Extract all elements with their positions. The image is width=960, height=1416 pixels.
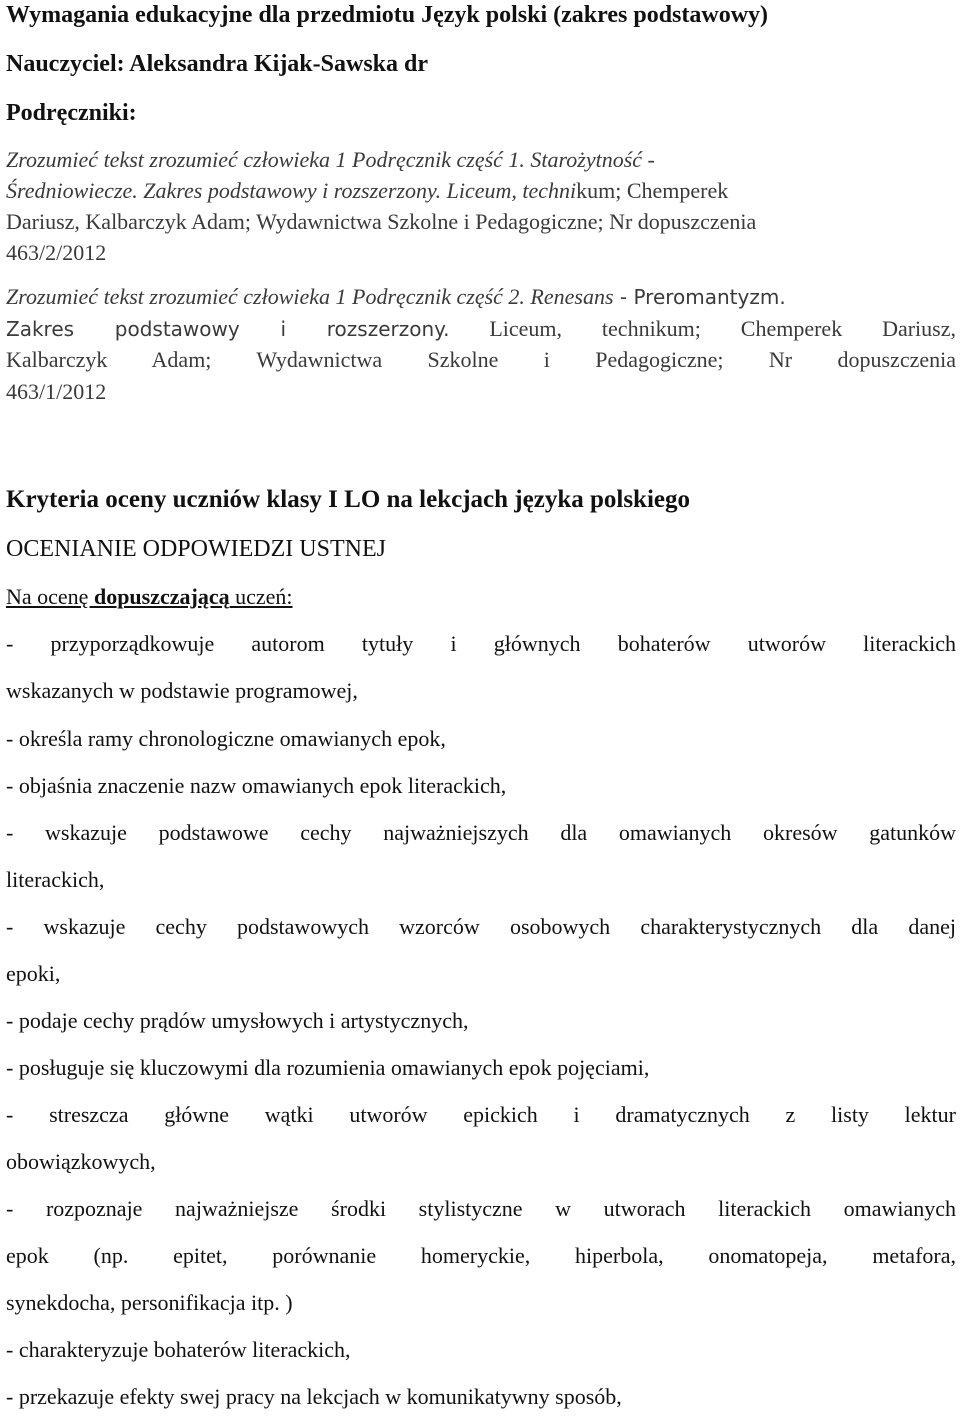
criteria-line: synekdocha, personifikacja itp. ) (6, 1290, 293, 1315)
criteria-line: literackich, (6, 867, 105, 892)
criteria-line: - określa ramy chronologiczne omawianych epok, (6, 726, 446, 751)
criteria-line: - przekazuje efekty swej pracy na lekcjach w komunikatywny sposób, (6, 1384, 622, 1409)
criteria-line: - przyporządkowuje autorom tytuły i głównych bohaterów utworów literackich (6, 631, 956, 656)
criteria-line: - posługuje się kluczowymi dla rozumienia omawianych epok pojęciami, (6, 1055, 650, 1080)
criteria-heading: Kryteria oceny uczniów klasy I LO na lekcjach języka polskiego (6, 486, 690, 513)
criteria-line: epok (np. epitet, porównanie homeryckie, hiperbola, onomatopeja, metafora, (6, 1243, 956, 1268)
grade-prefix: Na ocenę (6, 584, 94, 609)
textbook-2-line-2-sans: Zakres podstawowy i rozszerzony. (6, 317, 450, 341)
criteria-line: - rozpoznaje najważniejsze środki stylistyczne w utworach literackich omawianych (6, 1196, 956, 1221)
textbook-2-line-1 (6, 284, 786, 310)
textbook-1-line-3: Dariusz, Kalbarczyk Adam; Wydawnictwa Szkolne i Pedagogiczne; Nr dopuszczenia (6, 209, 757, 234)
textbook-1-line-4: 463/2/2012 (6, 240, 107, 265)
criteria-line: - wskazuje cechy podstawowych wzorców osobowych charakterystycznych dla danej (6, 914, 956, 939)
document-title: Wymagania edukacyjne dla przedmiotu Język polski (zakres podstawowy) (6, 2, 769, 28)
criteria-line: obowiązkowych, (6, 1149, 156, 1174)
grade-label (6, 584, 293, 610)
textbook-2-line-3: Kalbarczyk Adam; Wydawnictwa Szkolne i Pedagogiczne; Nr dopuszczenia (6, 347, 956, 372)
criteria-line: - streszcza główne wątki utworów epickich i dramatycznych z listy lektur (6, 1102, 956, 1127)
criteria-line: - objaśnia znaczenie nazw omawianych epok literackich, (6, 773, 507, 798)
textbook-2-line-1-rest: - Preromantyzm. (613, 285, 786, 309)
grade-suffix: uczeń: (229, 584, 293, 609)
grade-name: dopuszczającą (93, 584, 230, 609)
teacher-line: Nauczyciel: Aleksandra Kijak-Sawska dr (6, 51, 429, 77)
criteria-line: - podaje cechy prądów umysłowych i artystycznych, (6, 1008, 469, 1033)
textbook-1-line-2 (6, 178, 728, 204)
textbook-2-line-4: 463/1/2012 (6, 379, 107, 404)
criteria-line: - charakteryzuje bohaterów literackich, (6, 1337, 351, 1362)
textbook-2-line-1-italic: Zrozumieć tekst zrozumieć człowieka 1 Podręcznik część 2. Renesans (6, 284, 614, 309)
criteria-subheading: OCENIANIE ODPOWIEDZI USTNEJ (6, 536, 386, 562)
textbook-1-line-2-italic: Średniowiecze. Zakres podstawowy i rozszerzony. Liceum, techni (6, 178, 577, 203)
criteria-line: - wskazuje podstawowe cechy najważniejszych dla omawianych okresów gatunków (6, 820, 956, 845)
textbook-2-line-2 (6, 316, 956, 342)
criteria-line: wskazanych w podstawie programowej, (6, 678, 358, 703)
textbook-1-line-2-rest: kum; Chemperek (576, 178, 729, 203)
criteria-line: epoki, (6, 961, 61, 986)
textbook-2-line-2-rest: Liceum, technikum; Chemperek Dariusz, (449, 316, 956, 341)
textbook-1-line-1: Zrozumieć tekst zrozumieć człowieka 1 Podręcznik część 1. Starożytność - (6, 147, 655, 172)
textbooks-label: Podręczniki: (6, 100, 137, 126)
